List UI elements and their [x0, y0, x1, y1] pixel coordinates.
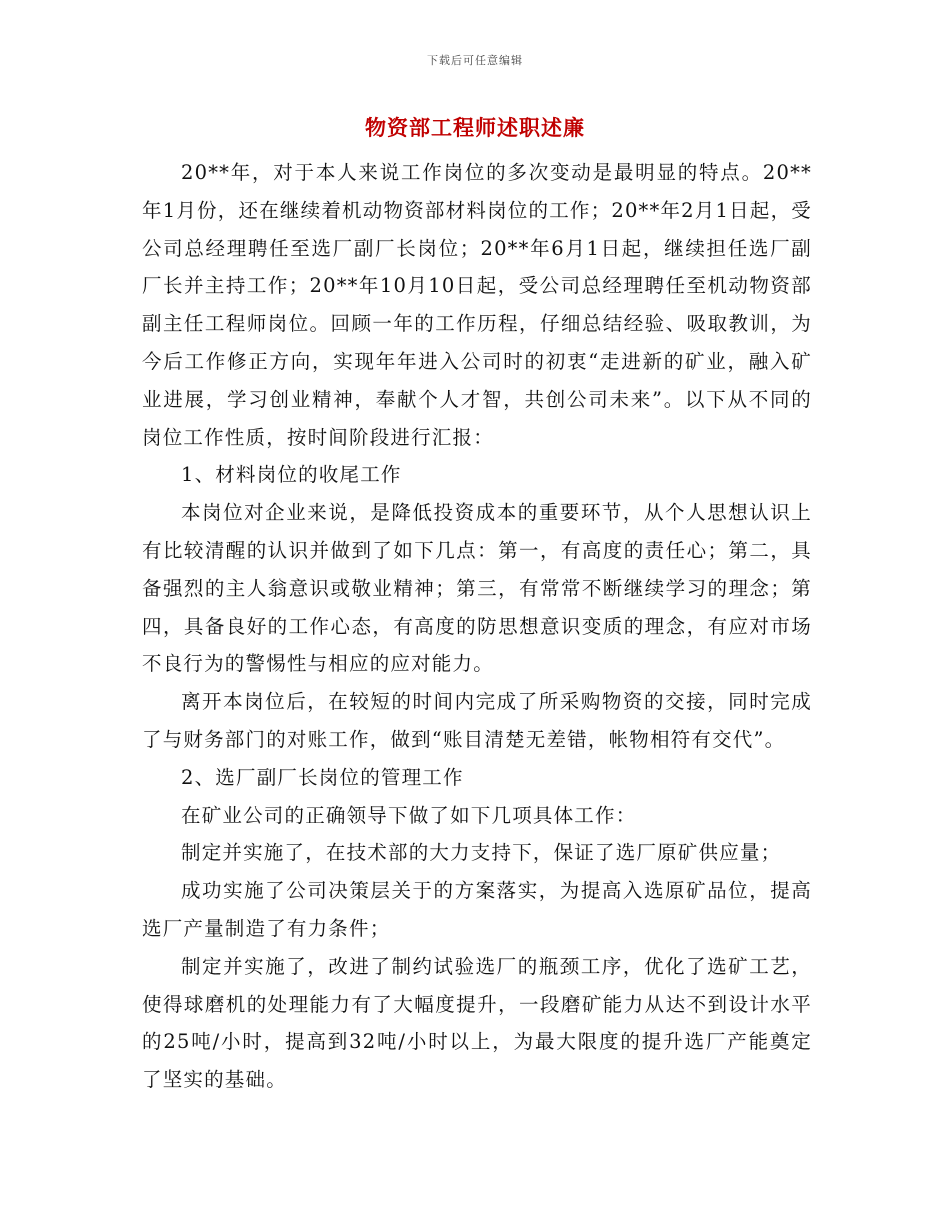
intro-paragraph: 20**年，对于本人来说工作岗位的多次变动是最明显的特点。20**年1月份，还在继续着机动物资部材料岗位的工作；20**年2月1日起，受公司总经理聘任至选厂副厂长岗位；20**年6月1日起，继续担任选厂副厂长并主持工作；20**年10月10日起，受公司总经理聘任至机动物资部副主任工程师岗位。回顾一年的工作历程，仔细总结经验、吸取教训，为今后工作修正方向，实现年年进入公司时的初衷“走进新的矿业，融入矿业进展，学习创业精神，奉献个人才智，共创公司未来”。以下从不同的岗位工作性质，按时间阶段进行汇报：: [142, 161, 812, 449]
materials-paragraph-1: 本岗位对企业来说，是降低投资成本的重要环节，从个人思想认识上有比较清醒的认识并做到了如下几点：第一，有高度的责任心；第二，具备强烈的主人翁意识或敬业精神；第三，有常常不断继续学习的理念；第四，具备良好的工作心态，有高度的防思想意识变质的理念，有应对市场不良行为的警惕性与相应的应对能力。: [142, 501, 812, 676]
plant-item-2: 成功实施了公司决策层关于的方案落实，为提高入选原矿品位，提高选厂产量制造了有力条件；: [142, 879, 812, 940]
plant-intro-paragraph: 在矿业公司的正确领导下做了如下几项具体工作：: [181, 803, 637, 827]
document-title: 物资部工程师述职述廉: [365, 115, 585, 140]
document-body: [142, 154, 812, 1099]
plant-item-1: 制定并实施了，在技术部的大力支持下，保证了选厂原矿供应量；: [181, 841, 782, 865]
header-note: 下载后可任意编辑: [427, 54, 523, 67]
materials-paragraph-2: 离开本岗位后，在较短的时间内完成了所采购物资的交接，同时完成了与财务部门的对账工作，做到“账目清楚无差错，帐物相符有交代”。: [142, 690, 812, 751]
section-heading-materials: 1、材料岗位的收尾工作: [181, 463, 402, 487]
section-heading-plant-management: 2、选厂副厂长岗位的管理工作: [181, 765, 464, 789]
plant-item-3: 制定并实施了，改进了制约试验选厂的瓶颈工序，优化了选矿工艺，使得球磨机的处理能力有了大幅度提升，一段磨矿能力从达不到设计水平的25吨/小时，提高到32吨/小时以上，为最大限度的提升选厂产能奠定了坚实的基础。: [142, 954, 812, 1092]
